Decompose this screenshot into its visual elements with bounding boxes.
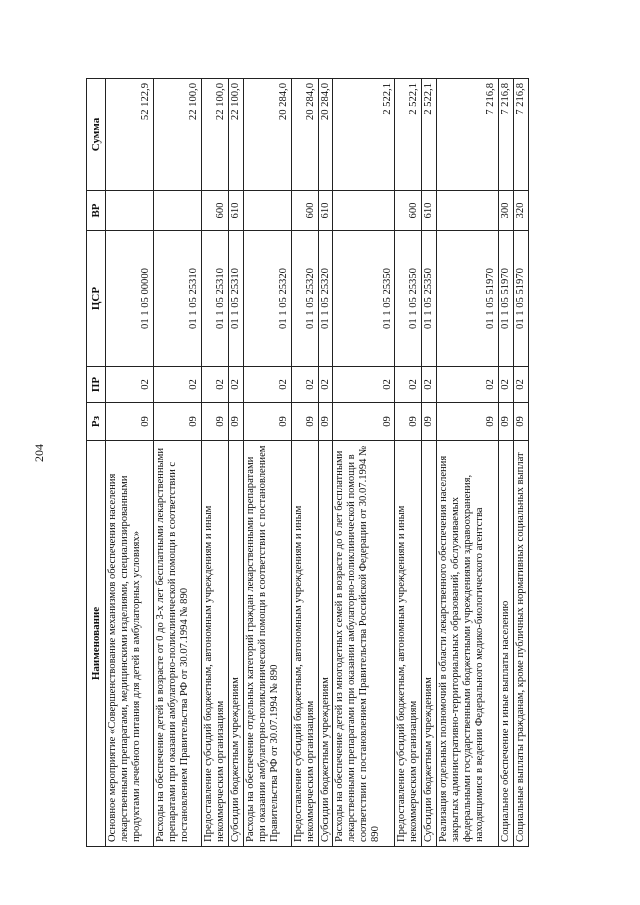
cell-vr: 610 (318, 191, 333, 231)
cell-pr: 02 (437, 367, 499, 403)
table-header-row (87, 79, 106, 847)
cell-pr: 02 (513, 367, 528, 403)
cell-rz: 09 (499, 403, 514, 441)
cell-name: Социальное обеспечение и иные выплаты населению (499, 441, 514, 847)
cell-sum: 2 522,1 (395, 79, 422, 191)
cell-pr: 02 (395, 367, 422, 403)
cell-csr: 01 1 05 25350 (333, 231, 395, 367)
table-row (106, 79, 154, 847)
header-vr: ВР (87, 191, 106, 231)
cell-vr: 610 (229, 191, 244, 231)
cell-sum: 7 216,8 (437, 79, 499, 191)
cell-vr (243, 191, 291, 231)
cell-vr (437, 191, 499, 231)
cell-sum: 7 216,8 (513, 79, 528, 191)
table-row (422, 79, 437, 847)
cell-rz: 09 (202, 403, 229, 441)
cell-rz: 09 (229, 403, 244, 441)
cell-sum: 2 522,1 (333, 79, 395, 191)
cell-name: Основное мероприятие «Совершенствование механизмов обеспечения населения лекарственными препаратами, медицинскими изделиями, специализированными продуктами лечебного питания для детей в амбулаторных условиях» (106, 441, 154, 847)
cell-name: Субсидии бюджетным учреждениям (422, 441, 437, 847)
cell-name: Реализация отдельных полномочий в области лекарственного обеспечения населения закрытых административно-территориальных образований, обслуживаемых федеральными государственными бюджетными учреждениями здравоохранения, находящимися в ведении Федерального медико-биологического агентства (437, 441, 499, 847)
table-row (499, 79, 514, 847)
page-number: 204 (32, 444, 46, 462)
cell-name: Предоставление субсидий бюджетным, автономным учреждениям и иным некоммерческим организациям (291, 441, 318, 847)
header-name: Наименование (87, 441, 106, 847)
cell-csr: 01 1 05 51970 (499, 231, 514, 367)
cell-csr: 01 1 05 25310 (154, 231, 202, 367)
cell-pr: 02 (154, 367, 202, 403)
cell-pr: 02 (318, 367, 333, 403)
cell-rz: 09 (106, 403, 154, 441)
cell-pr: 02 (106, 367, 154, 403)
rotated-table-container (86, 79, 554, 847)
table-row (513, 79, 528, 847)
cell-sum: 2 522,1 (422, 79, 437, 191)
table-row (437, 79, 499, 847)
table-row (333, 79, 395, 847)
cell-pr: 02 (229, 367, 244, 403)
cell-sum: 20 284,0 (318, 79, 333, 191)
cell-sum: 22 100,0 (202, 79, 229, 191)
cell-vr (154, 191, 202, 231)
cell-vr: 600 (291, 191, 318, 231)
cell-vr: 610 (422, 191, 437, 231)
cell-pr: 02 (422, 367, 437, 403)
cell-rz: 09 (395, 403, 422, 441)
cell-rz: 09 (154, 403, 202, 441)
table-row (395, 79, 422, 847)
cell-pr: 02 (202, 367, 229, 403)
cell-sum: 22 100,0 (154, 79, 202, 191)
cell-vr: 320 (513, 191, 528, 231)
table-row (243, 79, 291, 847)
cell-csr: 01 1 05 00000 (106, 231, 154, 367)
table-row (229, 79, 244, 847)
cell-rz: 09 (513, 403, 528, 441)
header-pr: ПР (87, 367, 106, 403)
cell-csr: 01 1 05 25310 (229, 231, 244, 367)
table-row (291, 79, 318, 847)
cell-name: Предоставление субсидий бюджетным, автономным учреждениям и иным некоммерческим организациям (395, 441, 422, 847)
cell-rz: 09 (333, 403, 395, 441)
budget-table (86, 78, 529, 847)
cell-vr: 600 (395, 191, 422, 231)
cell-vr: 600 (202, 191, 229, 231)
cell-csr: 01 1 05 25350 (395, 231, 422, 367)
cell-name: Предоставление субсидий бюджетным, автономным учреждениям и иным некоммерческим организациям (202, 441, 229, 847)
header-sum: Сумма (87, 79, 106, 191)
cell-sum: 20 284,0 (243, 79, 291, 191)
cell-csr: 01 1 05 25350 (422, 231, 437, 367)
cell-rz: 09 (437, 403, 499, 441)
cell-name: Субсидии бюджетным учреждениям (318, 441, 333, 847)
cell-name: Субсидии бюджетным учреждениям (229, 441, 244, 847)
cell-rz: 09 (243, 403, 291, 441)
cell-sum: 52 122,9 (106, 79, 154, 191)
cell-pr: 02 (333, 367, 395, 403)
cell-csr: 01 1 05 51970 (437, 231, 499, 367)
cell-name: Социальные выплаты гражданам, кроме публичных нормативных социальных выплат (513, 441, 528, 847)
cell-vr: 300 (499, 191, 514, 231)
cell-rz: 09 (291, 403, 318, 441)
cell-sum: 20 284,0 (291, 79, 318, 191)
cell-name: Расходы на обеспечение детей из многодетных семей в возрасте до 6 лет бесплатными лекарственными препаратами при оказании амбулаторно-поликлинической помощи в соответствии с постановлением Правительства Российской Федерации от 30.07.1994 № 890 (333, 441, 395, 847)
cell-rz: 09 (318, 403, 333, 441)
table-row (154, 79, 202, 847)
table-row (202, 79, 229, 847)
cell-rz: 09 (422, 403, 437, 441)
header-rz: Рз (87, 403, 106, 441)
cell-sum: 22 100,0 (229, 79, 244, 191)
cell-vr (333, 191, 395, 231)
cell-name: Расходы на обеспечение отдельных категорий граждан лекарственными препаратами при оказании амбулаторно-поликлинической помощи в соответствии с постановлением Правительства РФ от 30.07.1994 № 890 (243, 441, 291, 847)
header-csr: ЦСР (87, 231, 106, 367)
cell-pr: 02 (291, 367, 318, 403)
cell-sum: 7 216,8 (499, 79, 514, 191)
cell-pr: 02 (499, 367, 514, 403)
cell-pr: 02 (243, 367, 291, 403)
cell-csr: 01 1 05 51970 (513, 231, 528, 367)
cell-csr: 01 1 05 25320 (318, 231, 333, 367)
cell-name: Расходы на обеспечение детей в возрасте от 0 до 3-х лет бесплатными лекарственными препаратами при оказании амбулаторно-поликлинической помощи в соответствии с постановлением Правительства РФ от 30.07.1994 № 890 (154, 441, 202, 847)
cell-csr: 01 1 05 25310 (202, 231, 229, 367)
cell-vr (106, 191, 154, 231)
table-row (318, 79, 333, 847)
cell-csr: 01 1 05 25320 (291, 231, 318, 367)
cell-csr: 01 1 05 25320 (243, 231, 291, 367)
